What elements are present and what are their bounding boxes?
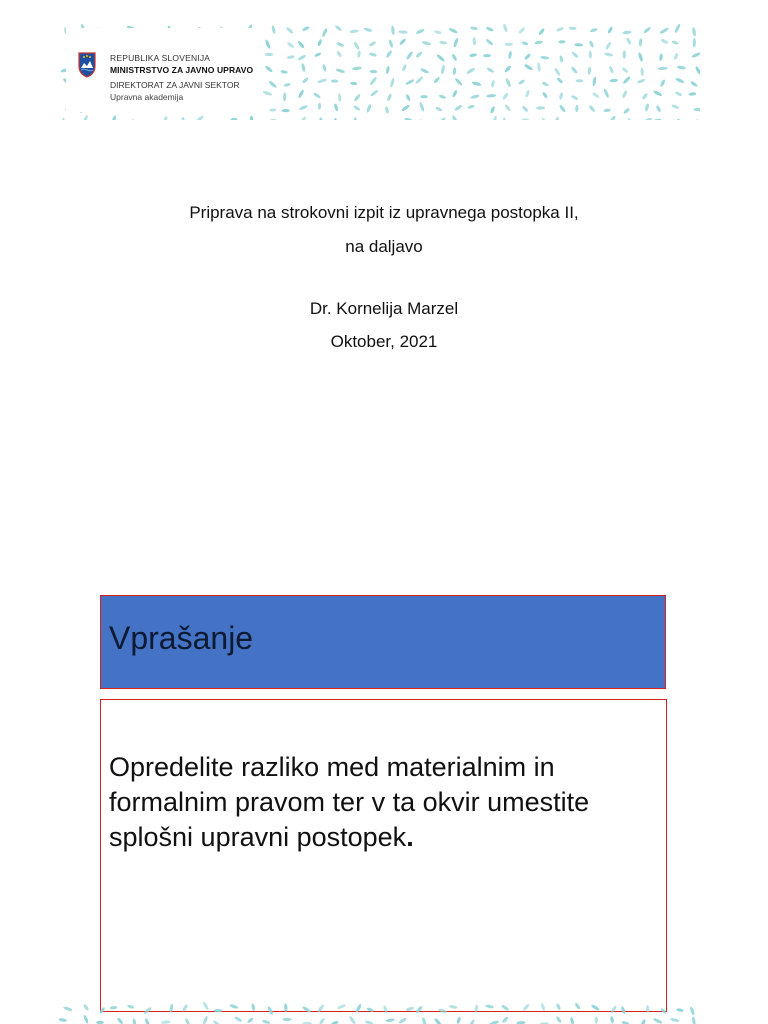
org-ministry: MINISTRSTVO ZA JAVNO UPRAVO — [110, 65, 254, 75]
question-text: Opredelite razliko med materialnim in formalnim pravom ter v ta okvir umestite splošni upravni postopek — [109, 752, 590, 852]
question-body — [100, 699, 667, 1012]
author-name: Dr. Kornelija Marzel — [309, 299, 459, 318]
author-block — [0, 292, 768, 358]
organization-text — [110, 52, 253, 103]
ministry-logo — [66, 28, 262, 112]
question-header — [100, 595, 666, 689]
title-line-1: Priprava na strokovni izpit iz upravnega postopka II, — [189, 203, 579, 222]
title-line-2: na daljavo — [345, 237, 423, 256]
org-academy: Upravna akademija — [110, 92, 184, 102]
org-republic: REPUBLIKA SLOVENIJA — [110, 53, 211, 63]
slovenia-crest-icon — [78, 52, 96, 78]
org-directorate: DIREKTORAT ZA JAVNI SEKTOR — [110, 80, 240, 90]
leaf-pattern-bottom — [58, 1000, 700, 1024]
presentation-date: Oktober, 2021 — [330, 332, 438, 351]
question-end-mark: . — [406, 822, 414, 852]
header-band — [58, 22, 700, 120]
question-heading: Vprašanje — [109, 620, 254, 656]
slide-title — [0, 196, 768, 264]
question-text-block — [109, 750, 659, 855]
footer-band — [58, 1000, 700, 1024]
